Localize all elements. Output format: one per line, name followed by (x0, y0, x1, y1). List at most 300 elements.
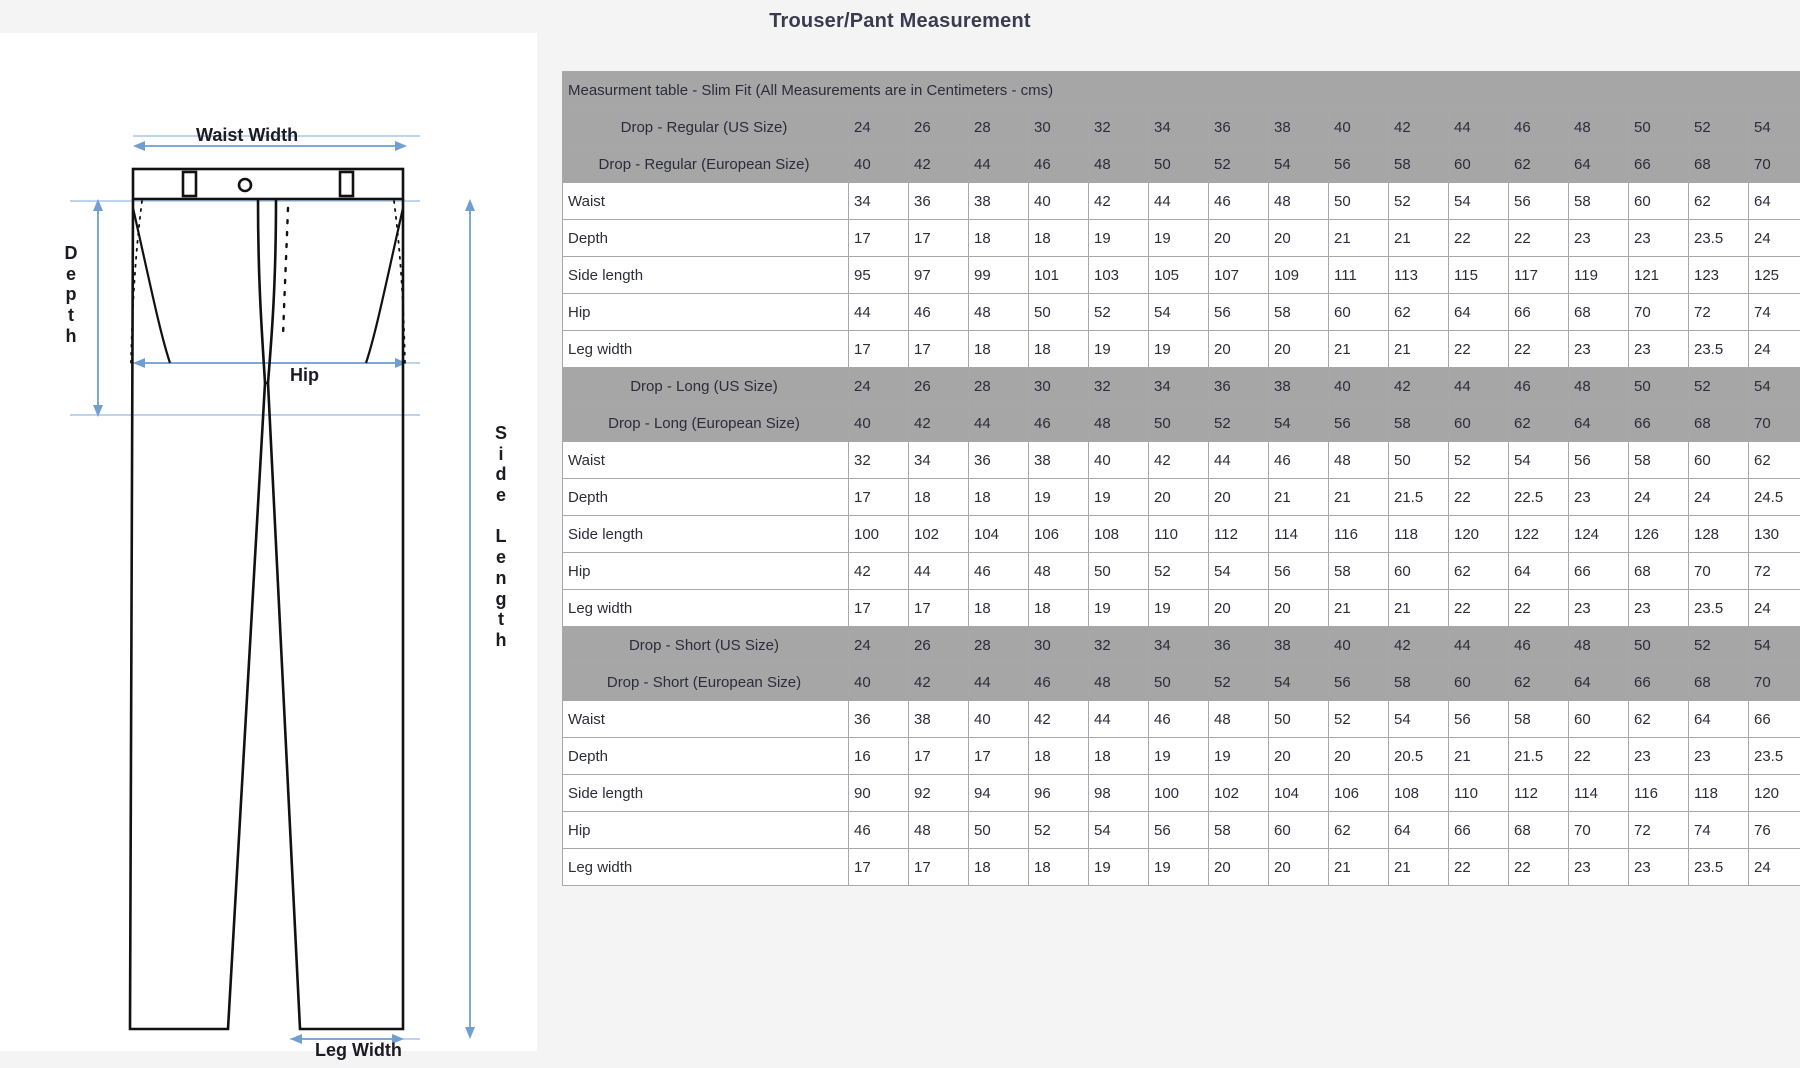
measurement-cell: 120 (1749, 775, 1800, 812)
table-row (563, 738, 1800, 775)
measurement-cell: 107 (1209, 257, 1269, 294)
measurement-cell: 52 (1389, 183, 1449, 220)
measurement-cell: 124 (1569, 516, 1629, 553)
trouser-diagram-panel (0, 33, 537, 1051)
size-cell-us: 42 (1389, 109, 1449, 146)
measurement-cell: 22 (1449, 220, 1509, 257)
measurement-cell: 21 (1329, 479, 1389, 516)
measurement-cell: 62 (1629, 701, 1689, 738)
measurement-cell: 17 (849, 220, 909, 257)
row-label: Waist (563, 701, 849, 738)
section-header-eu (563, 664, 1800, 701)
size-cell-eu: 66 (1629, 405, 1689, 442)
measurement-cell: 103 (1089, 257, 1149, 294)
table-row (563, 775, 1800, 812)
measurement-cell: 32 (849, 442, 909, 479)
measurement-cell: 115 (1449, 257, 1509, 294)
table-row (563, 479, 1800, 516)
size-cell-us: 46 (1509, 109, 1569, 146)
measurement-cell: 50 (1389, 442, 1449, 479)
measurement-cell: 18 (1029, 849, 1089, 886)
measurement-cell: 22 (1509, 590, 1569, 627)
measurement-cell: 64 (1689, 701, 1749, 738)
measurement-cell: 22 (1449, 590, 1509, 627)
size-cell-us: 34 (1149, 627, 1209, 664)
measurement-cell: 21 (1329, 849, 1389, 886)
measurement-cell: 76 (1749, 812, 1800, 849)
measurement-cell: 128 (1689, 516, 1749, 553)
measurement-cell: 24 (1629, 479, 1689, 516)
size-cell-us: 50 (1629, 368, 1689, 405)
measurement-cell: 60 (1269, 812, 1329, 849)
hip-label: Hip (290, 365, 319, 385)
measurement-cell: 96 (1029, 775, 1089, 812)
size-cell-us: 48 (1569, 368, 1629, 405)
measurement-cell: 17 (909, 331, 969, 368)
size-cell-us: 38 (1269, 368, 1329, 405)
measurement-cell: 50 (1089, 553, 1149, 590)
measurement-cell: 58 (1629, 442, 1689, 479)
measurement-cell: 44 (1089, 701, 1149, 738)
measurement-cell: 17 (849, 590, 909, 627)
measurement-cell: 38 (909, 701, 969, 738)
measurement-cell: 94 (969, 775, 1029, 812)
measurement-cell: 113 (1389, 257, 1449, 294)
row-label: Hip (563, 294, 849, 331)
size-cell-eu: 62 (1509, 146, 1569, 183)
measurement-cell: 58 (1269, 294, 1329, 331)
measurement-cell: 19 (1149, 220, 1209, 257)
size-cell-us: 54 (1749, 109, 1800, 146)
measurement-cell: 112 (1509, 775, 1569, 812)
table-row (563, 516, 1800, 553)
measurement-cell: 36 (849, 701, 909, 738)
measurement-cell: 21 (1389, 590, 1449, 627)
measurement-cell: 44 (1209, 442, 1269, 479)
section-header-us (563, 368, 1800, 405)
size-cell-eu: 58 (1389, 146, 1449, 183)
measurement-cell: 114 (1269, 516, 1329, 553)
measurement-cell: 64 (1509, 553, 1569, 590)
measurement-cell: 50 (1329, 183, 1389, 220)
measurement-cell: 117 (1509, 257, 1569, 294)
size-cell-us: 36 (1209, 109, 1269, 146)
measurement-cell: 19 (1089, 479, 1149, 516)
measurement-cell: 58 (1509, 701, 1569, 738)
measurement-cell: 60 (1629, 183, 1689, 220)
size-cell-eu: 58 (1389, 405, 1449, 442)
size-cell-us: 32 (1089, 627, 1149, 664)
measurement-cell: 19 (1149, 738, 1209, 775)
size-cell-eu: 62 (1509, 664, 1569, 701)
measurement-cell: 48 (1329, 442, 1389, 479)
measurement-cell: 21 (1329, 220, 1389, 257)
measurement-cell: 62 (1689, 183, 1749, 220)
measurement-cell: 21 (1449, 738, 1509, 775)
measurement-cell: 24 (1749, 220, 1800, 257)
size-cell-eu: 46 (1029, 664, 1089, 701)
size-cell-us: 50 (1629, 627, 1689, 664)
row-label: Depth (563, 479, 849, 516)
size-cell-us: 50 (1629, 109, 1689, 146)
measurement-cell: 46 (969, 553, 1029, 590)
measurement-cell: 74 (1749, 294, 1800, 331)
size-cell-us: 28 (969, 627, 1029, 664)
row-label: Waist (563, 183, 849, 220)
table-row (563, 849, 1800, 886)
measurement-cell: 112 (1209, 516, 1269, 553)
size-cell-eu: 56 (1329, 146, 1389, 183)
measurement-cell: 62 (1749, 442, 1800, 479)
measurement-cell: 54 (1149, 294, 1209, 331)
size-cell-us: 24 (849, 368, 909, 405)
measurement-cell: 42 (1089, 183, 1149, 220)
size-cell-us: 48 (1569, 627, 1629, 664)
measurement-cell: 22 (1509, 220, 1569, 257)
measurement-cell: 46 (1209, 183, 1269, 220)
measurement-cell: 38 (969, 183, 1029, 220)
measurement-cell: 23.5 (1689, 220, 1749, 257)
measurement-cell: 17 (909, 849, 969, 886)
measurement-cell: 109 (1269, 257, 1329, 294)
measurement-cell: 21 (1329, 590, 1389, 627)
measurement-cell: 19 (1089, 220, 1149, 257)
section-label-eu: Drop - Regular (European Size) (563, 146, 849, 183)
measurement-cell: 18 (1029, 590, 1089, 627)
measurement-cell: 23 (1629, 220, 1689, 257)
measurement-cell: 20 (1209, 220, 1269, 257)
measurement-cell: 23 (1569, 590, 1629, 627)
size-cell-us: 42 (1389, 368, 1449, 405)
size-cell-eu: 60 (1449, 146, 1509, 183)
size-cell-us: 44 (1449, 627, 1509, 664)
measurement-cell: 118 (1689, 775, 1749, 812)
size-cell-eu: 68 (1689, 405, 1749, 442)
size-cell-eu: 44 (969, 146, 1029, 183)
table-row (563, 701, 1800, 738)
row-label: Waist (563, 442, 849, 479)
measurement-cell: 17 (909, 590, 969, 627)
measurement-cell: 72 (1689, 294, 1749, 331)
measurement-cell: 46 (1269, 442, 1329, 479)
size-cell-eu: 42 (909, 664, 969, 701)
measurement-cell: 17 (849, 479, 909, 516)
size-cell-eu: 48 (1089, 664, 1149, 701)
measurement-cell: 20.5 (1389, 738, 1449, 775)
measurement-cell: 97 (909, 257, 969, 294)
measurement-cell: 19 (1089, 590, 1149, 627)
table-row (563, 812, 1800, 849)
size-cell-eu: 52 (1209, 146, 1269, 183)
measurement-cell: 24.5 (1749, 479, 1800, 516)
measurement-cell: 120 (1449, 516, 1509, 553)
size-cell-us: 40 (1329, 368, 1389, 405)
measurement-cell: 23.5 (1689, 331, 1749, 368)
size-cell-eu: 40 (849, 405, 909, 442)
measurement-cell: 101 (1029, 257, 1089, 294)
measurement-cell: 17 (909, 220, 969, 257)
depth-label: D e p t h (64, 243, 78, 346)
size-cell-eu: 50 (1149, 664, 1209, 701)
side-length-label: S i d e L e n g t h (494, 423, 507, 650)
section-label-eu: Drop - Short (European Size) (563, 664, 849, 701)
measurement-cell: 70 (1569, 812, 1629, 849)
measurement-cell: 22 (1449, 331, 1509, 368)
size-cell-eu: 70 (1749, 664, 1800, 701)
measurement-cell: 21 (1389, 220, 1449, 257)
measurement-cell: 18 (909, 479, 969, 516)
measurement-cell: 105 (1149, 257, 1209, 294)
table-row (563, 331, 1800, 368)
size-cell-us: 26 (909, 109, 969, 146)
measurement-cell: 108 (1389, 775, 1449, 812)
row-label: Leg width (563, 331, 849, 368)
size-cell-eu: 52 (1209, 664, 1269, 701)
size-cell-us: 54 (1749, 368, 1800, 405)
measurement-cell: 21.5 (1389, 479, 1449, 516)
table-caption-row (563, 72, 1800, 109)
measurement-cell: 17 (909, 738, 969, 775)
table-row (563, 257, 1800, 294)
measurement-cell: 24 (1749, 331, 1800, 368)
size-cell-eu: 44 (969, 405, 1029, 442)
measurement-cell: 22 (1569, 738, 1629, 775)
table-row (563, 590, 1800, 627)
table-row (563, 553, 1800, 590)
row-label: Leg width (563, 849, 849, 886)
row-label: Hip (563, 812, 849, 849)
measurement-cell: 18 (969, 849, 1029, 886)
section-label-us: Drop - Short (US Size) (563, 627, 849, 664)
measurement-cell: 74 (1689, 812, 1749, 849)
table-row (563, 183, 1800, 220)
measurement-cell: 44 (909, 553, 969, 590)
measurement-cell: 24 (1689, 479, 1749, 516)
measurement-cell: 42 (849, 553, 909, 590)
size-cell-us: 36 (1209, 368, 1269, 405)
size-cell-eu: 50 (1149, 405, 1209, 442)
measurement-cell: 116 (1629, 775, 1689, 812)
size-cell-eu: 70 (1749, 146, 1800, 183)
size-cell-us: 34 (1149, 109, 1209, 146)
size-cell-us: 40 (1329, 627, 1389, 664)
size-cell-us: 28 (969, 368, 1029, 405)
measurement-cell: 100 (849, 516, 909, 553)
size-cell-us: 44 (1449, 109, 1509, 146)
section-label-us: Drop - Regular (US Size) (563, 109, 849, 146)
measurement-cell: 46 (849, 812, 909, 849)
size-cell-eu: 46 (1029, 146, 1089, 183)
size-cell-eu: 54 (1269, 405, 1329, 442)
size-cell-us: 52 (1689, 627, 1749, 664)
row-label: Leg width (563, 590, 849, 627)
size-cell-us: 46 (1509, 627, 1569, 664)
measurement-cell: 23 (1569, 331, 1629, 368)
section-header-eu (563, 405, 1800, 442)
measurement-cell: 102 (909, 516, 969, 553)
measurement-cell: 92 (909, 775, 969, 812)
measurement-cell: 36 (909, 183, 969, 220)
measurement-cell: 19 (1029, 479, 1089, 516)
measurement-cell: 108 (1089, 516, 1149, 553)
size-cell-eu: 44 (969, 664, 1029, 701)
page-title: Trouser/Pant Measurement (769, 10, 1031, 32)
size-cell-us: 42 (1389, 627, 1449, 664)
measurement-cell: 106 (1029, 516, 1089, 553)
measurement-cell: 60 (1689, 442, 1749, 479)
row-label: Side length (563, 257, 849, 294)
measurement-cell: 23.5 (1689, 590, 1749, 627)
measurement-cell: 62 (1449, 553, 1509, 590)
size-cell-eu: 56 (1329, 664, 1389, 701)
measurement-cell: 58 (1209, 812, 1269, 849)
measurement-cell: 102 (1209, 775, 1269, 812)
measurement-cell: 122 (1509, 516, 1569, 553)
measurement-cell: 24 (1749, 590, 1800, 627)
size-cell-eu: 66 (1629, 146, 1689, 183)
measurement-cell: 46 (1149, 701, 1209, 738)
section-header-us (563, 627, 1800, 664)
size-cell-eu: 54 (1269, 664, 1329, 701)
measurement-cell: 56 (1149, 812, 1209, 849)
size-cell-eu: 54 (1269, 146, 1329, 183)
size-cell-eu: 50 (1149, 146, 1209, 183)
measurement-cell: 50 (1269, 701, 1329, 738)
measurement-cell: 126 (1629, 516, 1689, 553)
measurement-cell: 34 (909, 442, 969, 479)
measurement-cell: 54 (1389, 701, 1449, 738)
row-label: Side length (563, 516, 849, 553)
measurement-cell: 116 (1329, 516, 1389, 553)
size-cell-eu: 48 (1089, 405, 1149, 442)
measurement-cell: 23 (1629, 738, 1689, 775)
measurement-cell: 64 (1389, 812, 1449, 849)
measurement-cell: 52 (1089, 294, 1149, 331)
size-cell-eu: 46 (1029, 405, 1089, 442)
measurement-cell: 54 (1509, 442, 1569, 479)
measurement-cell: 20 (1269, 738, 1329, 775)
size-cell-us: 24 (849, 627, 909, 664)
measurement-cell: 18 (1029, 738, 1089, 775)
measurement-cell: 23 (1569, 849, 1629, 886)
size-cell-eu: 56 (1329, 405, 1389, 442)
measurement-cell: 19 (1089, 849, 1149, 886)
measurement-cell: 42 (1149, 442, 1209, 479)
size-cell-us: 34 (1149, 368, 1209, 405)
measurement-cell: 58 (1329, 553, 1389, 590)
measurement-cell: 58 (1569, 183, 1629, 220)
measurement-cell: 20 (1269, 220, 1329, 257)
measurement-cell: 50 (1029, 294, 1089, 331)
measurement-cell: 22.5 (1509, 479, 1569, 516)
section-header-eu (563, 146, 1800, 183)
measurement-cell: 72 (1749, 553, 1800, 590)
measurement-cell: 66 (1449, 812, 1509, 849)
measurement-cell: 22 (1509, 849, 1569, 886)
measurement-cell: 66 (1569, 553, 1629, 590)
measurement-cell: 22 (1509, 331, 1569, 368)
measurement-cell: 40 (1089, 442, 1149, 479)
measurement-cell: 18 (969, 479, 1029, 516)
table-row (563, 220, 1800, 257)
measurement-cell: 38 (1029, 442, 1089, 479)
size-cell-us: 30 (1029, 368, 1089, 405)
measurement-cell: 68 (1509, 812, 1569, 849)
size-cell-us: 48 (1569, 109, 1629, 146)
measurement-cell: 22 (1449, 849, 1509, 886)
size-cell-us: 30 (1029, 627, 1089, 664)
measurement-cell: 64 (1449, 294, 1509, 331)
measurement-cell: 40 (969, 701, 1029, 738)
row-label: Hip (563, 553, 849, 590)
measurement-cell: 36 (969, 442, 1029, 479)
measurement-cell: 50 (969, 812, 1029, 849)
trouser-diagram-svg (0, 33, 537, 1051)
measurement-cell: 23 (1629, 331, 1689, 368)
size-cell-us: 26 (909, 368, 969, 405)
measurement-cell: 64 (1749, 183, 1800, 220)
size-cell-us: 54 (1749, 627, 1800, 664)
measurement-cell: 110 (1149, 516, 1209, 553)
size-cell-eu: 48 (1089, 146, 1149, 183)
measurement-cell: 19 (1149, 849, 1209, 886)
measurement-cell: 125 (1749, 257, 1800, 294)
measurement-cell: 20 (1209, 849, 1269, 886)
measurement-cell: 56 (1569, 442, 1629, 479)
measurement-cell: 18 (1029, 331, 1089, 368)
measurement-cell: 52 (1029, 812, 1089, 849)
measurement-cell: 121 (1629, 257, 1689, 294)
measurement-cell: 56 (1269, 553, 1329, 590)
size-cell-us: 52 (1689, 368, 1749, 405)
measurement-cell: 17 (969, 738, 1029, 775)
size-cell-eu: 60 (1449, 405, 1509, 442)
measurement-cell: 54 (1449, 183, 1509, 220)
measurement-cell: 23.5 (1689, 849, 1749, 886)
measurement-cell: 18 (969, 220, 1029, 257)
measurement-cell: 48 (909, 812, 969, 849)
size-cell-us: 38 (1269, 109, 1329, 146)
measurement-cell: 68 (1569, 294, 1629, 331)
measurement-cell: 104 (969, 516, 1029, 553)
measurement-cell: 19 (1209, 738, 1269, 775)
size-cell-eu: 62 (1509, 405, 1569, 442)
measurement-cell: 110 (1449, 775, 1509, 812)
measurement-cell: 20 (1269, 331, 1329, 368)
measurement-cell: 68 (1629, 553, 1689, 590)
measurement-cell: 19 (1149, 331, 1209, 368)
table-row (563, 442, 1800, 479)
measurement-cell: 18 (969, 590, 1029, 627)
measurement-cell: 62 (1389, 294, 1449, 331)
size-cell-us: 24 (849, 109, 909, 146)
measurement-cell: 40 (1029, 183, 1089, 220)
measurement-cell: 48 (1029, 553, 1089, 590)
measurement-cell: 23 (1569, 220, 1629, 257)
measurement-cell: 52 (1149, 553, 1209, 590)
measurement-cell: 20 (1209, 331, 1269, 368)
measurement-cell: 95 (849, 257, 909, 294)
measurement-cell: 98 (1089, 775, 1149, 812)
measurement-cell: 56 (1449, 701, 1509, 738)
measurement-cell: 23 (1689, 738, 1749, 775)
measurement-cell: 60 (1329, 294, 1389, 331)
table-caption: Measurment table - Slim Fit (All Measurements are in Centimeters - cms) (563, 72, 1800, 109)
size-cell-us: 46 (1509, 368, 1569, 405)
leg-width-label: Leg Width (315, 1040, 402, 1060)
size-cell-us: 32 (1089, 109, 1149, 146)
size-cell-us: 38 (1269, 627, 1329, 664)
